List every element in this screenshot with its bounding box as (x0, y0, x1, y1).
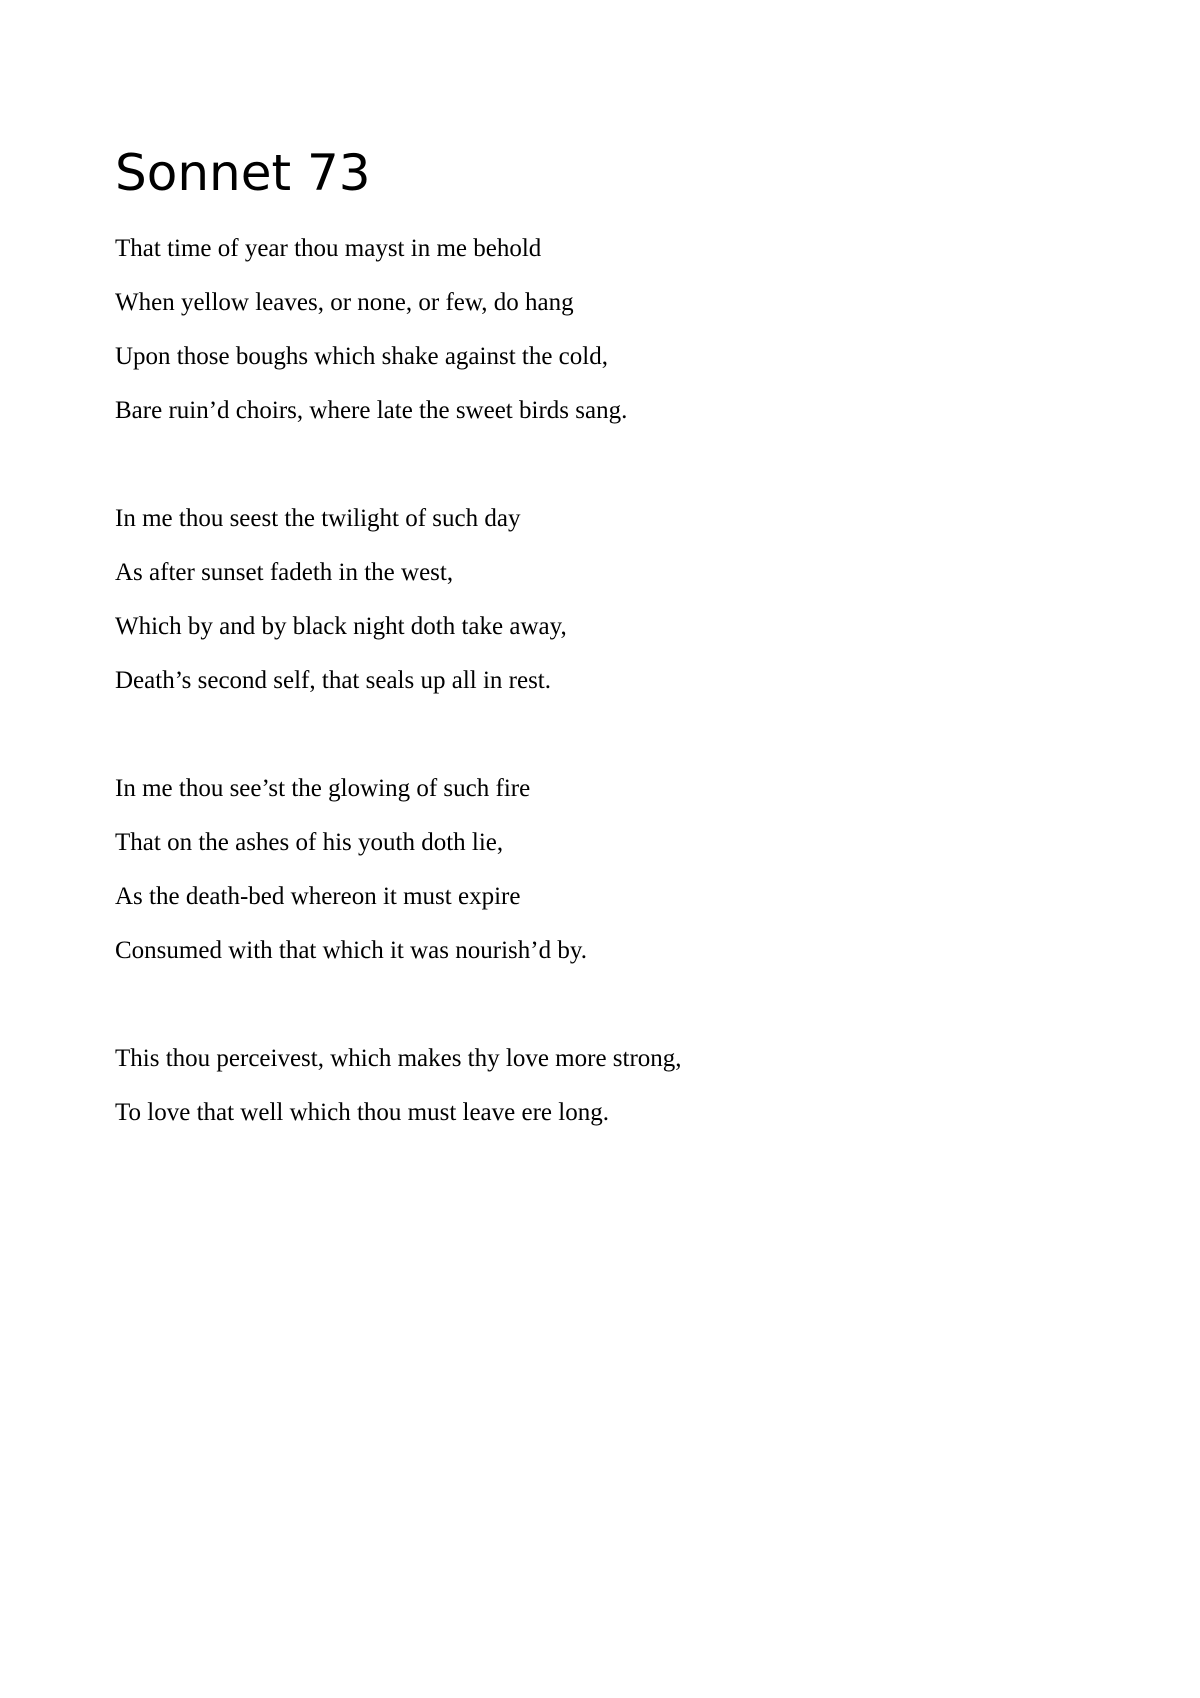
poem-line: Upon those boughs which shake against the cold, (115, 343, 608, 370)
stanza-4 (115, 1032, 1115, 1140)
poem-line: As after sunset fadeth in the west, (115, 559, 454, 586)
poem-line: That time of year thou mayst in me behold (115, 235, 542, 262)
stanza-3 (115, 762, 1115, 978)
poem-line: When yellow leaves, or none, or few, do hang (115, 289, 574, 316)
stanza-2 (115, 492, 1115, 708)
poem-line: To love that well which thou must leave ere long. (115, 1099, 609, 1126)
poem-line: In me thou seest the twilight of such day (115, 505, 521, 532)
page-title: Sonnet 73 (115, 144, 371, 202)
stanza-1 (115, 222, 1115, 438)
poem-line: Death’s second self, that seals up all in rest. (115, 667, 551, 694)
poem-line: Consumed with that which it was nourish’d by. (115, 937, 587, 964)
poem-line: Bare ruin’d choirs, where late the sweet birds sang. (115, 397, 628, 424)
poem-line: In me thou see’st the glowing of such fire (115, 775, 531, 802)
poem-line: As the death-bed whereon it must expire (115, 883, 521, 910)
poem-line: That on the ashes of his youth doth lie, (115, 829, 504, 856)
poem-body (115, 222, 1115, 1194)
poem-line: Which by and by black night doth take away, (115, 613, 567, 640)
poem-line: This thou perceivest, which makes thy love more strong, (115, 1045, 682, 1072)
